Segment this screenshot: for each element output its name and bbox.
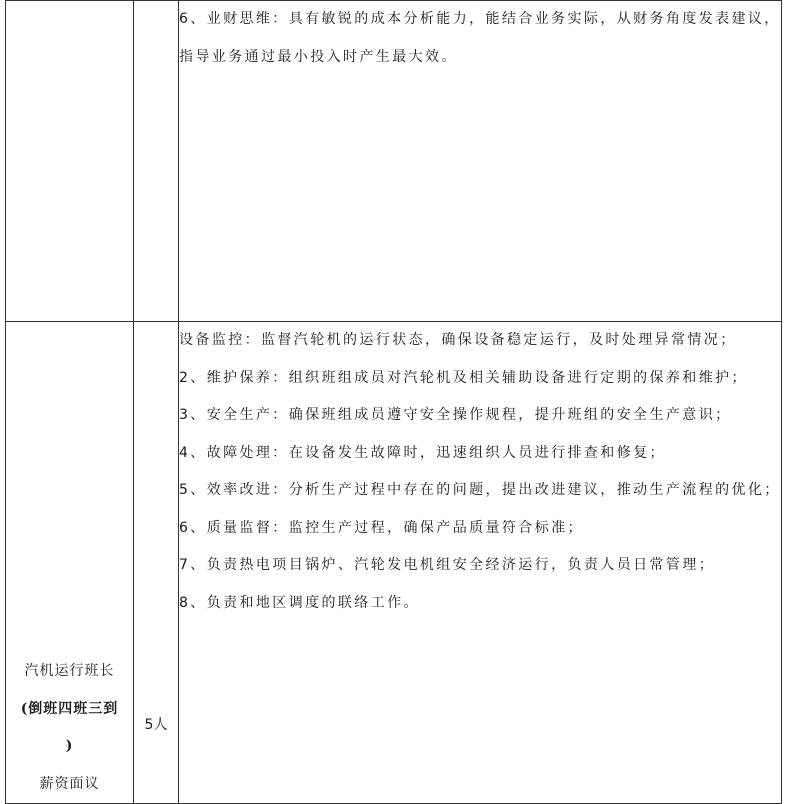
job-table [5,0,782,804]
duty-item: 5、效率改进：分析生产过程中存在的问题，提出改进建议，推动生产流程的优化； [179,482,781,498]
position-shift: (倒班四班三到 [20,700,119,717]
duty-item: 8、负责和地区调度的联络工作。 [179,594,420,611]
duty-item: 3、安全生产：确保班组成员遵守安全操作规程，提升班组的安全生产意识； [179,407,732,423]
headcount-cell [134,322,179,804]
duty-item: 2、维护保养：组织班组成员对汽轮机及相关辅助设备进行定期的保养和维护； [179,369,748,386]
duties-cell [179,1,782,322]
duty-item: 6、质量监督：监控生产过程，确保产品质量符合标准； [179,519,584,536]
duty-item: 设备监控：监督汽轮机的运行状态，确保设备稳定运行，及时处理异常情况； [179,332,737,348]
position-shift-end: ) [65,738,74,754]
duty-item: 6、业财思维：具有敏锐的成本分析能力，能结合业务实际，从财务角度发表建议，指导业务通过最小投入时产生最大效。 [179,11,781,65]
position-cell [6,322,134,804]
salary-text: 薪资面议 [39,775,100,792]
headcount-value: 5人 [144,717,168,733]
duties-cell [179,322,782,804]
table-row [6,322,782,804]
duty-item: 4、故障处理：在设备发生故障时，迅速组织人员进行排查和修复； [179,444,666,461]
headcount-cell [134,1,179,322]
table-row [6,1,782,322]
duty-item: 7、负责热电项目锅炉、汽轮发电机组安全经济运行，负责人员日常管理； [179,557,716,573]
position-title: 汽机运行班长 [24,663,115,679]
position-cell [6,1,134,322]
